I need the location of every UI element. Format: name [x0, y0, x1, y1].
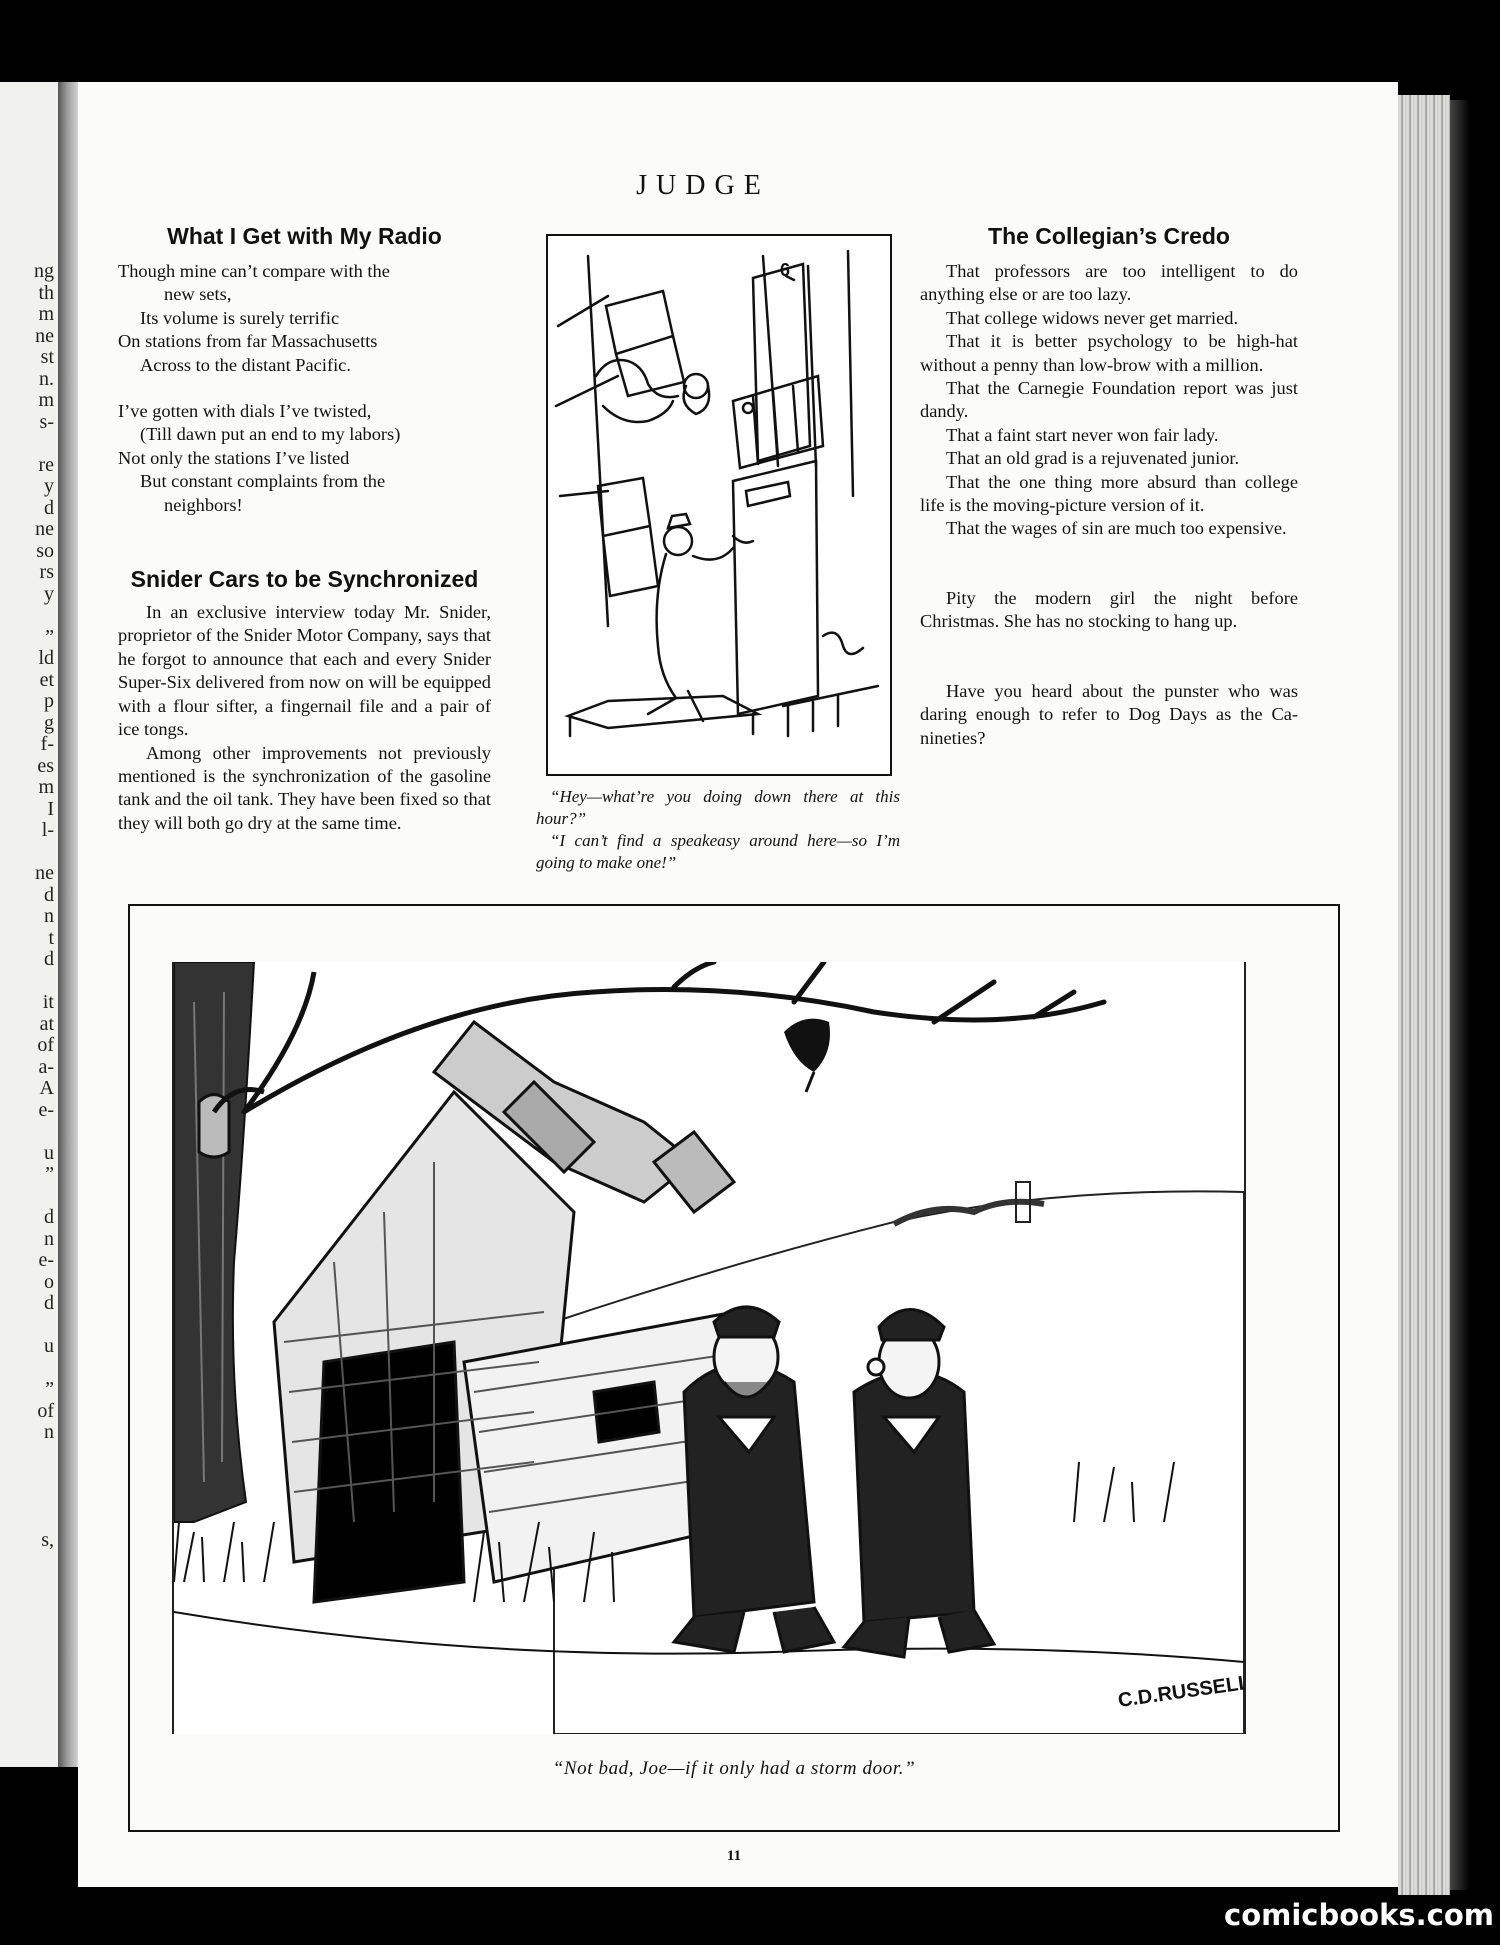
big-cartoon [172, 962, 1246, 1734]
left-page-fragment: ng [34, 260, 54, 282]
poem-line: On stations from far Massachusetts [118, 331, 378, 352]
left-page-fragment: ne [35, 518, 54, 540]
poem-line: Across to the distant Pacific. [140, 354, 351, 375]
left-page-fragment: st [40, 346, 54, 368]
cartoon-signature: C.D.RUSSELL [1116, 1671, 1244, 1712]
left-page-fragment: m [38, 776, 54, 798]
left-page-fragment: th [38, 281, 54, 304]
left-column [118, 222, 491, 835]
left-page-fragment: ” [45, 1163, 54, 1185]
credo-item: That it is better psychology to be high-hat without a penny than low-brow with a million. [920, 331, 1298, 375]
left-page-fragment: of [37, 1034, 54, 1056]
left-page-fragment: d [44, 1206, 54, 1228]
credo-title: The Collegian’s Credo [988, 223, 1230, 249]
left-page-fragment: n [44, 1227, 54, 1250]
left-page-fragment: re [38, 453, 54, 476]
credo-item: That college widows never get married. [946, 307, 1239, 328]
left-page-fragment: t [48, 926, 54, 949]
running-head: JUDGE [636, 170, 770, 201]
book-gutter [58, 82, 80, 1767]
left-page-fragment: d [44, 496, 54, 519]
left-page-fragment: o [44, 1270, 54, 1293]
left-page-fragment: of [37, 1399, 54, 1422]
left-page-fragment: y [44, 582, 54, 605]
left-page-fragment: u [44, 1141, 54, 1164]
left-page-fragment: I [47, 797, 54, 820]
poem-line: But constant complaints from the [140, 471, 386, 492]
left-page-fragment: g [44, 711, 54, 734]
credo-item: That the Carnegie Foundation report was just dandy. [920, 378, 1298, 422]
left-page-fragment: rs [39, 561, 54, 583]
caption-line: “I can’t find a speakeasy around here—so I’m going to make one!” [536, 831, 900, 872]
credo-item: That the one thing more absurd than college life is the moving-picture version of it. [920, 471, 1298, 516]
left-page-fragment: it [42, 991, 54, 1013]
watermark: comicbooks.com [1224, 1898, 1494, 1932]
snider-title: Snider Cars to be Synchronized [130, 566, 479, 593]
poem-line: neighbors! [164, 494, 243, 515]
edge-shadow [1450, 100, 1470, 1890]
left-page-fragment: d [44, 948, 54, 970]
credo-item: That professors are too intelligent to do anything else or are too lazy. [920, 261, 1298, 305]
radio-poem [118, 260, 491, 517]
left-page-fragment: at [39, 1012, 54, 1035]
poem-line: new sets, [164, 284, 232, 305]
page-edges [1398, 95, 1450, 1895]
left-page-fragment: s, [41, 1528, 54, 1551]
poem-line: (Till dawn put an end to my labors) [140, 424, 401, 445]
credo-list [920, 260, 1298, 541]
left-page-fragment: so [36, 539, 54, 562]
left-page-fragment: e- [38, 1249, 54, 1271]
left-page-fragment: ” [45, 1378, 54, 1400]
joke-paragraph: Have you heard about the punster who was daring enough to refer to Dog Days as the Ca-nineties? [920, 680, 1298, 748]
right-column [920, 222, 1298, 750]
page-number: 11 [726, 1848, 742, 1864]
poem-line: I’ve gotten with dials I’ve twisted, [118, 401, 372, 422]
big-cartoon-drawing [174, 962, 1244, 1734]
left-page-fragment: l- [41, 819, 54, 841]
left-page-fragment: ne [35, 324, 54, 347]
left-page-fragment: y [44, 475, 54, 497]
left-page-fragment: n [44, 1421, 54, 1443]
left-page-fragment: A [39, 1077, 54, 1099]
left-page-fragment: ” [45, 625, 54, 648]
left-page-fragment: m [38, 389, 54, 411]
left-page-fragment: a- [38, 1055, 54, 1078]
credo-item: That an old grad is a rejuvenated junior. [946, 448, 1240, 469]
joke-paragraph: Pity the modern girl the night before Christmas. She has no stocking to hang up. [920, 587, 1298, 632]
left-page-fragment: ne [35, 862, 54, 884]
left-page-fragment: et [39, 668, 54, 691]
top-cartoon-caption [536, 786, 900, 874]
left-page-fragment: es [37, 754, 54, 777]
top-cartoon-drawing [548, 236, 890, 774]
top-cartoon [546, 234, 892, 776]
poem-line: Though mine can’t compare with the [118, 261, 390, 281]
left-page-fragment: p [44, 690, 54, 712]
door-number: 6 [780, 260, 791, 280]
left-page-fragment: u [44, 1335, 54, 1357]
left-page-fragment: n [44, 905, 54, 927]
left-page-fragment: f- [40, 733, 54, 755]
big-cartoon-caption: “Not bad, Joe—if it only had a storm door.” [552, 1758, 916, 1779]
snider-paragraph: In an exclusive interview today Mr. Snider, proprietor of the Snider Motor Company, says that he forgot to announce that each and every Snider Super-Six delivered from now on will be equipped with a flour sifter, a fingernail file and a pair of ice tongs. [118, 602, 491, 740]
left-page-fragment: n. [39, 367, 54, 390]
left-page-fragment: m [38, 303, 54, 325]
credo-item: That the wages of sin are much too expensive. [946, 518, 1287, 539]
snider-article [118, 601, 491, 835]
credo-item: That a faint start never won fair lady. [946, 424, 1219, 445]
radio-poem-title: What I Get with My Radio [167, 223, 442, 249]
left-page-fragment: d [44, 883, 54, 906]
left-page-fragment: e- [38, 1098, 54, 1121]
caption-line: “Hey—what’re you doing down there at this hour?” [536, 787, 900, 828]
poem-line: Its volume is surely terrific [140, 307, 340, 328]
left-page-edge [0, 82, 58, 1767]
left-page-fragment: s- [39, 410, 54, 433]
poem-line [118, 377, 491, 400]
left-page-fragment: d [44, 1292, 54, 1314]
snider-paragraph: Among other improvements not previously mentioned is the synchronization of the gasoline tank and the oil tank. They have been fixed so that they will both go dry at the same time. [118, 742, 491, 833]
poem-line: Not only the stations I’ve listed [118, 447, 350, 468]
left-page-fragment: ld [38, 647, 54, 669]
